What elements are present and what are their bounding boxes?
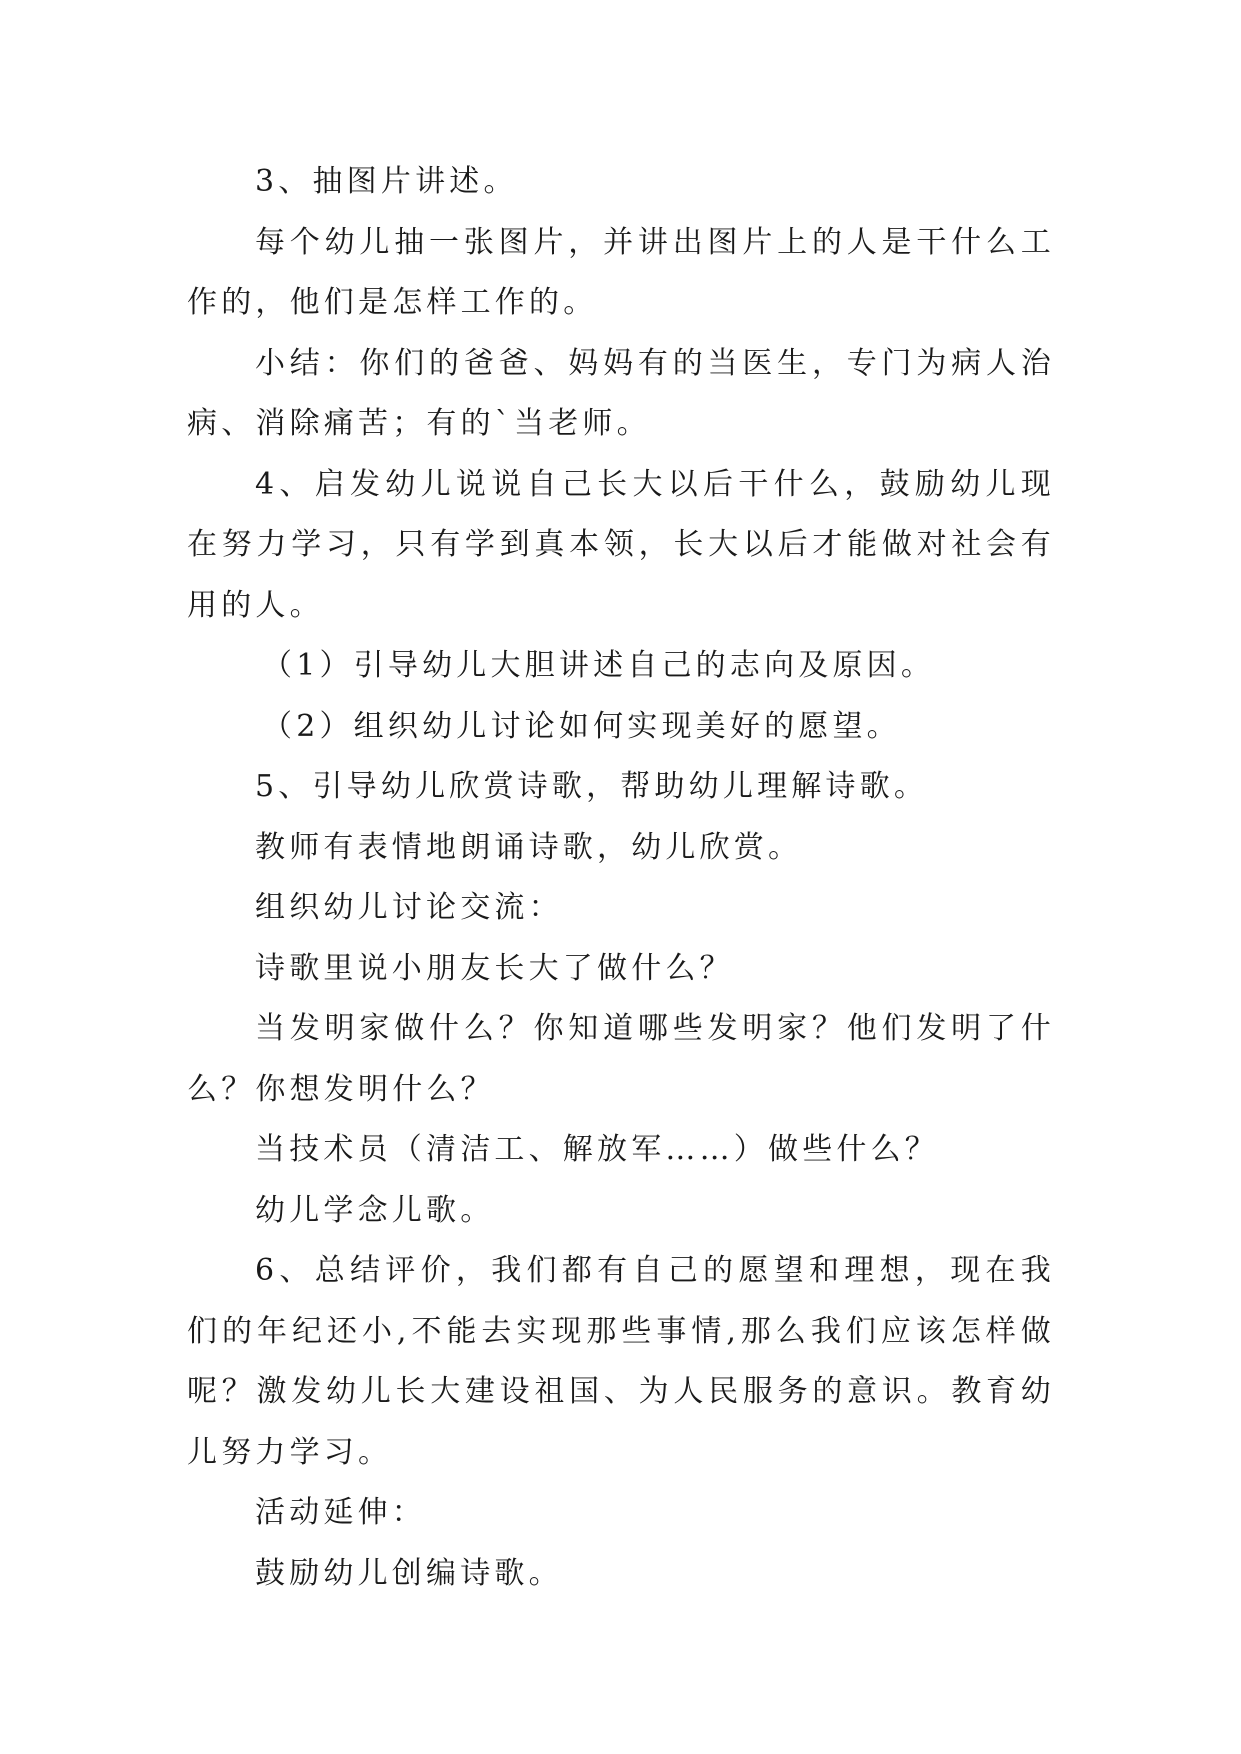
step-5-question-2: 当发明家做什么？你知道哪些发明家？他们发明了什么？你想发明什么？ [187,1011,1055,1107]
step-3-summary: 小结：你们的爸爸、妈妈有的当医生，专门为病人治病、消除痛苦；有的`当老师。 [187,345,1055,441]
step-3-heading: 3、抽图片讲述。 [255,164,518,199]
step-5-question-3: 当技术员（清洁工、解放军……）做些什么？ [255,1132,939,1167]
step-4-heading: 4、启发幼儿说说自己长大以后干什么，鼓励幼儿现在努力学习，只有学到真本领，长大以后才能做对社会有用的人。 [187,466,1055,623]
step-5-discussion-label: 组织幼儿讨论交流： [255,890,563,925]
step-4-item-2: （2）组织幼儿讨论如何实现美好的愿望。 [262,708,901,744]
document-body [187,152,1055,1604]
step-6-summary: 6、总结评价，我们都有自己的愿望和理想，现在我们的年纪还小,不能去实现那些事情,那么我们应该怎样做呢？激发幼儿长大建设祖国、为人民服务的意识。教育幼儿努力学习。 [187,1253,1055,1470]
step-5-recitation: 教师有表情地朗诵诗歌，幼儿欣赏。 [255,829,803,865]
activity-extension-heading: 活动延伸： [255,1495,426,1530]
step-5-learn-rhyme: 幼儿学念儿歌。 [255,1192,495,1228]
step-5-heading: 5、引导幼儿欣赏诗歌，帮助幼儿理解诗歌。 [255,769,929,804]
step-3-description: 每个幼儿抽一张图片，并讲出图片上的人是干什么工作的，他们是怎样工作的。 [187,224,1055,320]
step-5-question-1: 诗歌里说小朋友长大了做什么？ [255,950,734,986]
activity-extension-text: 鼓励幼儿创编诗歌。 [255,1555,563,1591]
step-4-item-1: （1）引导幼儿大胆讲述自己的志向及原因。 [262,648,936,683]
